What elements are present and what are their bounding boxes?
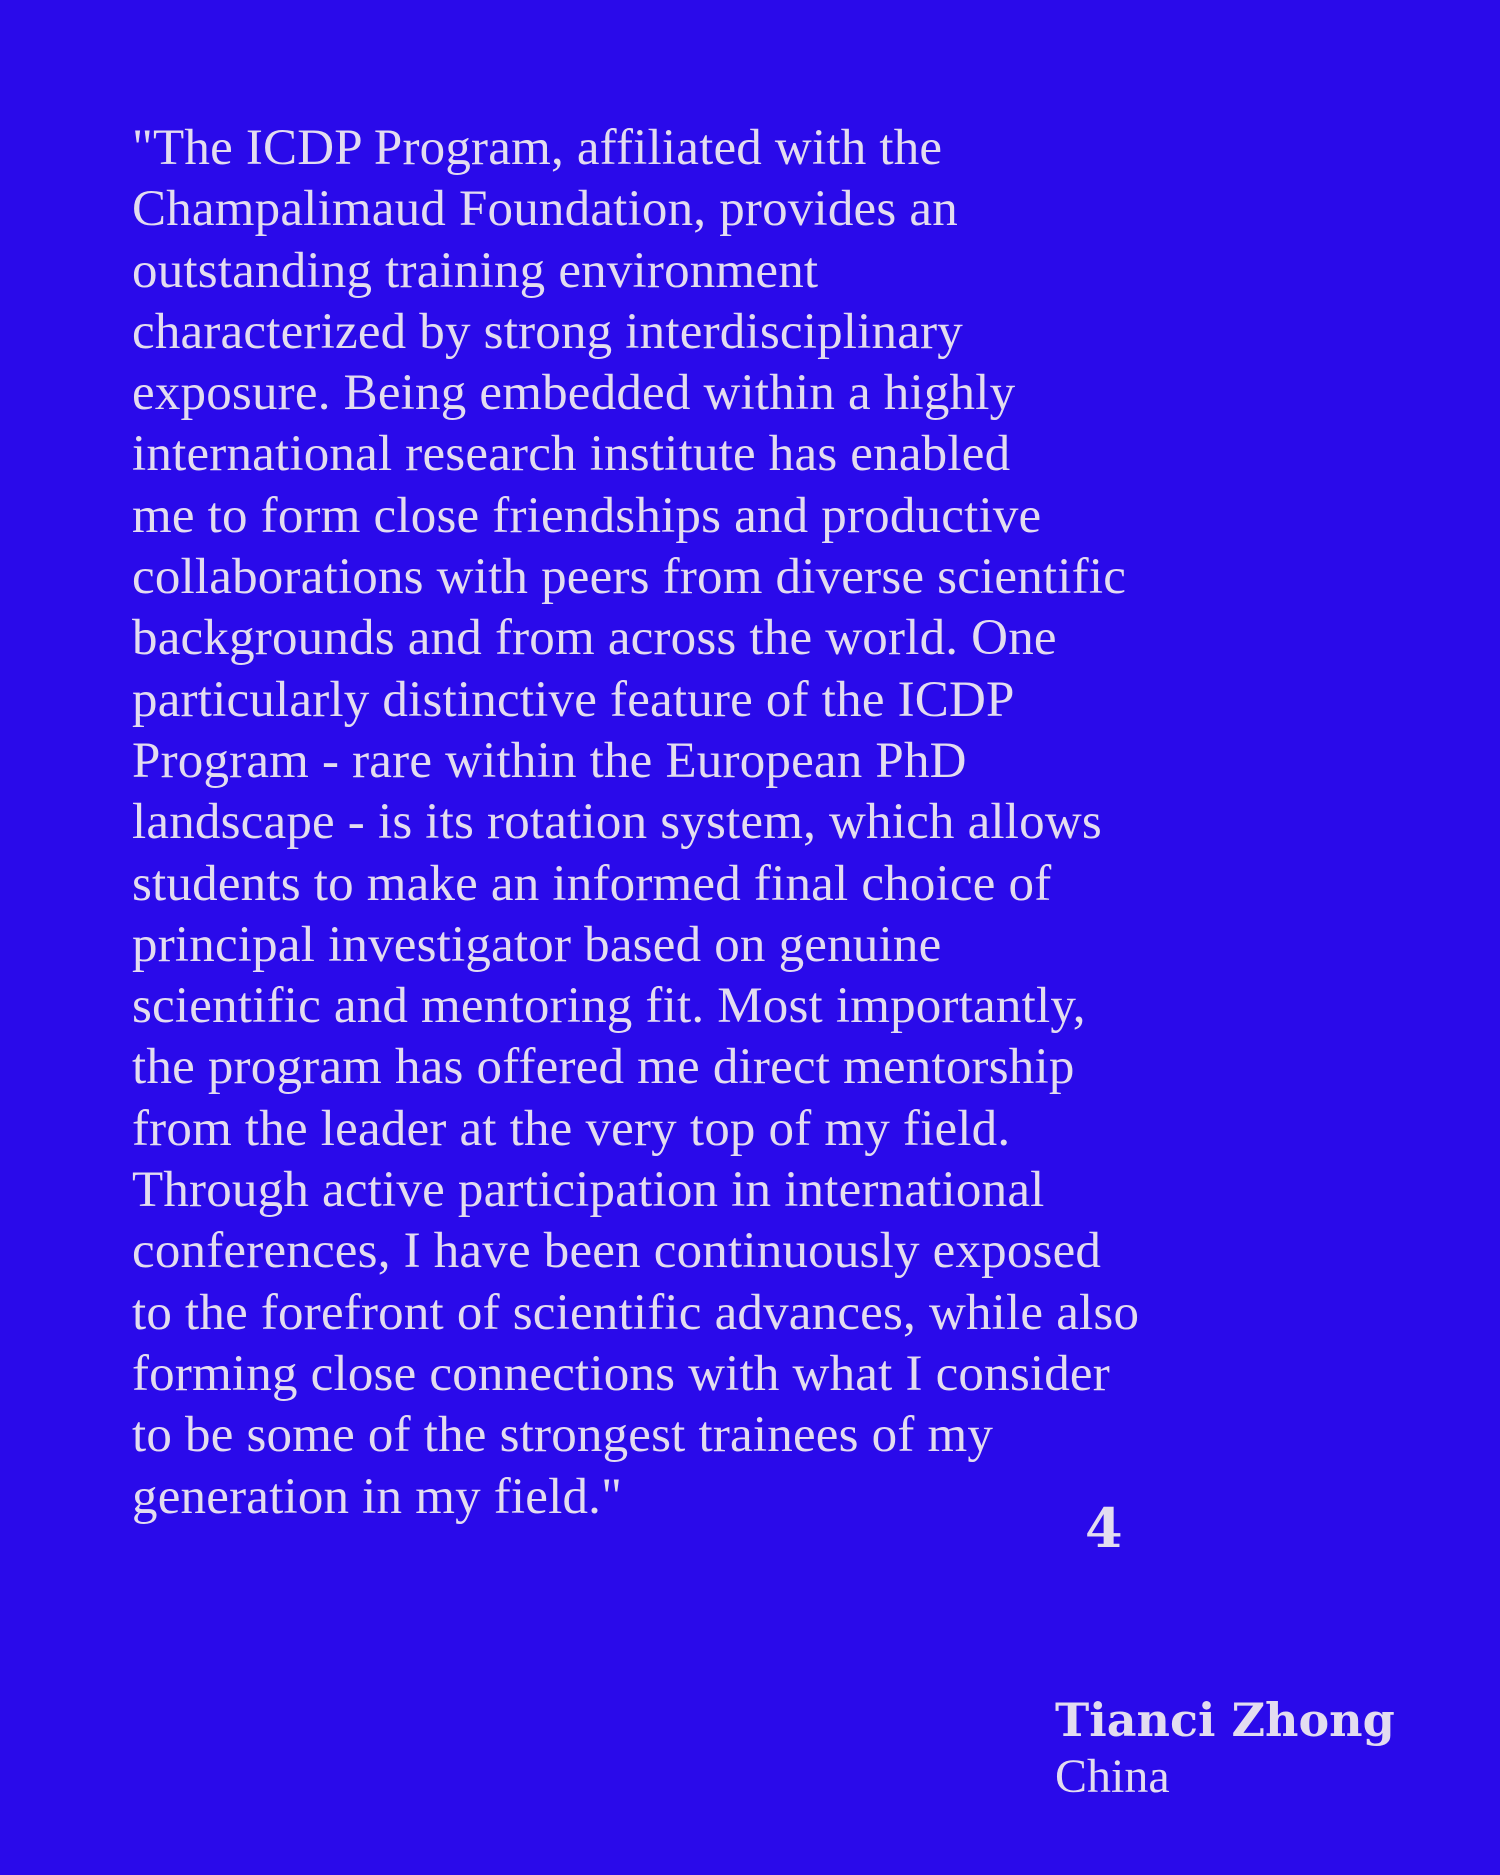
quote-line: Champalimaud Foundation, provides an [132,181,958,238]
author-block [1055,1692,1395,1806]
quote-line: to be some of the strongest trainees of my [132,1407,994,1464]
quote-line: particularly distinctive feature of the ICDP [132,671,1015,728]
quote-line: landscape - is its rotation system, which allows [132,794,1102,851]
quote-line: Through active participation in international [132,1162,1045,1219]
quote-line: scientific and mentoring fit. Most importantly, [132,978,1086,1035]
quote-line: outstanding training environment [132,242,819,299]
quote-line: conferences, I have been continuously exposed [132,1223,1102,1280]
quote-line: Program - rare within the European PhD [132,732,967,789]
quote-line: exposure. Being embedded within a highly [132,365,1016,422]
quote-line: characterized by strong interdisciplinary [132,303,963,360]
quote-line: international research institute has enabled [132,426,1011,483]
author-country: China [1055,1750,1170,1803]
quote-line: to the forefront of scientific advances, while also [132,1284,1140,1341]
quote-line: "The ICDP Program, affiliated with the [132,120,943,176]
quote-line: forming close connections with what I consider [132,1345,1110,1402]
quote-line: the program has offered me direct mentorship [132,1039,1075,1096]
quote-line: me to form close friendships and productive [132,487,1042,544]
author-name: Tianci Zhong [1055,1693,1395,1747]
testimonial-quote [132,118,1332,1528]
quote-line: principal investigator based on genuine [132,916,942,973]
quote-line: collaborations with peers from diverse scientific [132,549,1127,606]
page-number: 4 [1085,1496,1123,1560]
quote-line: students to make an informed final choice of [132,855,1052,912]
quote-line: from the leader at the very top of my field. [132,1100,1011,1157]
quote-line: generation in my field." [132,1468,623,1525]
quote-line: backgrounds and from across the world. One [132,610,1057,667]
